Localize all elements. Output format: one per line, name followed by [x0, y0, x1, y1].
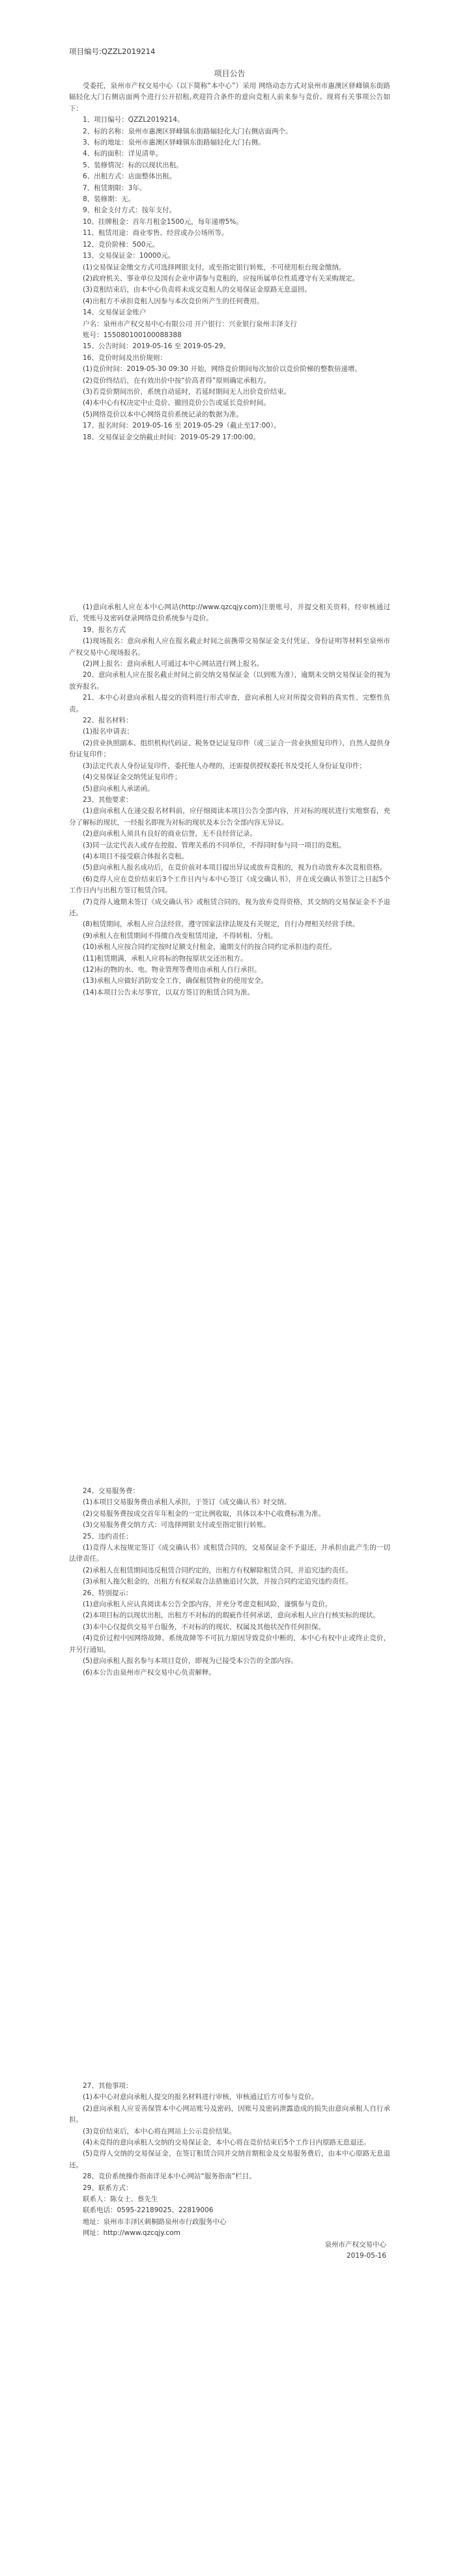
announcement-section-4	[69, 2081, 390, 2262]
paragraph: 10、挂牌租金：首年月租金1500元，每年递增5%。	[83, 217, 243, 226]
paragraph: (4)交易保证金交纳凭证复印件；	[83, 773, 182, 782]
paragraph: (3)竞租结束后，由本中心负责将未成交竞租人的交易保证金原路无息退回。	[83, 286, 311, 294]
paragraph: (3)承租人拖欠租金的，出租方有权采取合法措施追讨欠款，并按合同约定追究违约责任。	[83, 1578, 352, 1586]
paragraph: 6、出租方式：店面整体出租。	[83, 172, 177, 181]
paragraph: 20、意向承租人应在报名截止时间之前交纳交易保证金（以到账为准），逾期未交纳交易保证金的视为放弃报名。	[69, 671, 390, 691]
paragraph: 账号：155080100100088388	[83, 331, 182, 339]
paragraph: 户名：泉州市产权交易中心有限公司 开户银行：兴业银行泉州丰泽支行	[83, 320, 297, 328]
paragraph: 2、标的名称：泉州市惠澳区驿峰镇东街路辐轻化大门右侧店面两个。	[83, 127, 292, 135]
paragraph: 17、报名时间：2019-05-16 至 2019-05-29（截止至17:00）。	[83, 422, 281, 430]
paragraph: (3)同一法定代表人或存在控股、管理关系的不同单位，不得同时参与同一项目的竞租。	[83, 841, 346, 849]
paragraph: (2)营业执照副本、组织机构代码证、税务登记证复印件（或三证合一营业执照复印件），自然人提供身份证复印件；	[69, 739, 390, 759]
paragraph: (1)意向承租人在递交报名材料前，应仔细阅读本项目公告全部内容，并对标的现状进行实地察看，充分了解标的现状，一经报名即视为对标的现状及本公告全部内容无异议。	[69, 807, 390, 827]
paragraph: 联系人：陈女士、蔡先生	[83, 2195, 158, 2204]
paragraph: 受委托，泉州市产权交易中心（以下简称“本中心”）采用 网络动态方式对泉州市惠澳区驿峰镇东街路辐轻化大门右侧店面两个进行公开招租,欢迎符合条件的意向竞租人前来参与竞价。现将有关事项公告如下：	[69, 82, 390, 113]
paragraph: (6)本公告由泉州市产权交易中心负责解释。	[83, 1668, 216, 1677]
paragraph: 11、租赁用途：商业零售、经营或办公场所等。	[83, 229, 229, 238]
paragraph: (6)竞得人应在竞价结束后3个工作日内与本中心签订《成交确认书》，并在成交确认书签订之日起5个工作日内与出租方签订租赁合同。	[69, 875, 390, 895]
section-1-body	[69, 81, 390, 443]
paragraph: 1、项目编号：QZZL2019214。	[83, 116, 184, 124]
paragraph: (2)本项目标的以现状出租，出租方不对标的的瑕疵作任何承诺，意向承租人应自行核实标的现状。	[83, 1611, 380, 1620]
paragraph: 13、交易保证金：10000元。	[83, 252, 175, 260]
paragraph: 18、交易保证金交纳截止时间：2019-05-29 17:00:00。	[83, 433, 260, 441]
section-3-body	[69, 1486, 390, 1679]
paragraph: (9)承租人在租赁期间不得擅自改变租赁用途，不得转租、分租。	[83, 931, 278, 940]
paragraph: (5)意向承租人报名参与本项目竞价，即视为已接受本公告的全部内容。	[83, 1657, 298, 1665]
paragraph: (2)意向承租人应妥善保管本中心网站账号及密码，因账号及密码泄露造成的损失由意向承租人自行承担。	[69, 2104, 390, 2124]
paragraph: (3)交易服务费交纳方式：可选择网银支付或至指定银行转账。	[83, 1521, 270, 1529]
paragraph: 26、特别提示：	[83, 1589, 133, 1597]
paragraph: (1)现场报名：意向承租人应在报名截止时间之前携带交易保证金支付凭证、身份证明等材料至泉州市产权交易中心现场报名。	[69, 637, 390, 657]
paragraph: 14、交易保证金账户	[83, 308, 147, 317]
paragraph: 15、公告时间：2019-05-16 至 2019-05-29。	[83, 342, 231, 351]
paragraph: (2)网上报名：意向承租人可通过本中心网站进行网上报名。	[83, 660, 264, 668]
paragraph: (2)承租人在租赁期间违反租赁合同约定的，出租方有权解除租赁合同，并追究违约责任。	[83, 1566, 352, 1574]
paragraph: (4)本中心有权决定中止竞价、撤回竞价公告或延长竞价时间。	[83, 399, 270, 407]
paragraph: (1)竞价时间：2019-05-30 09:30 开始，网络竞价期间每次加价以竞价阶梯的整数倍递增。	[83, 365, 362, 374]
paragraph: 23、其他要求：	[83, 795, 133, 804]
paragraph: (1)意向承租人应在本中心网站(http://www.qzcqjy.com)注册账号，并提交相关资料，经审核通过后，凭账号及密码登录网络竞价系统参与竞价。	[69, 603, 390, 623]
paragraph: (5)竞得人交纳的交易保证金，在签订租赁合同并交纳首期租金及交易服务费后，由本中心原路无息退还。	[69, 2150, 390, 2169]
paragraph: 5、装修情况：标的以现状出租。	[83, 161, 183, 169]
paragraph: 28、竞价系统操作指南详见本中心网站“服务指南”栏目。	[83, 2172, 256, 2181]
section-4-body	[69, 2081, 390, 2240]
signature-date: 2019-05-16	[346, 2252, 386, 2260]
paragraph: (10)承租人应按合同约定按时足额支付租金，逾期支付的按合同约定承担违约责任。	[83, 943, 337, 952]
paragraph: (7)竞得人逾期未签订《成交确认书》或租赁合同的，视为放弃竞得资格，其交纳的交易保证金不予退还。	[69, 897, 390, 917]
paragraph: (13)承租人应做好消防安全工作，确保租赁物业的使用安全。	[83, 977, 268, 985]
announcement-section-3	[69, 1486, 390, 1679]
paragraph: (8)租赁期间，承租人应合法经营，遵守国家法律法规及有关规定，自行办理相关经营手续。	[83, 920, 360, 929]
paragraph: (4)本项目不接受联合体报名竞租。	[83, 852, 188, 860]
paragraph: (3)若竞价期间出价，系统自动延时，若延时期间无人出价竞价结束。	[83, 387, 291, 396]
paragraph: 24、交易服务费：	[83, 1487, 139, 1495]
paragraph: (1)竞得人未按规定签订《成交确认书》或租赁合同的，交易保证金不予退还，并承担由此产生的一切法律责任。	[69, 1544, 390, 1563]
paragraph: 4、标的面积：详见清单。	[83, 150, 163, 158]
paragraph: (3)竞价结束后，本中心将在网站上公示竞价结果。	[83, 2127, 236, 2135]
paragraph: 网址：http://www.qzcqjy.com	[83, 2229, 180, 2238]
paragraph: 22、报名材料：	[83, 717, 133, 725]
paragraph: (3)法定代表人身份证复印件，委托他人办理的，还需提供授权委托书及受托人身份证复印件；	[83, 761, 366, 770]
paragraph: 27、其他事项：	[83, 2082, 133, 2090]
paragraph: (2)政府机关、事业单位及国有企业申请参与竞租的，应按所属单位性质遵守有关采购规定。	[83, 274, 360, 282]
project-code: 项目编号:QZZL2019214	[69, 47, 156, 56]
announcement-section-2	[69, 602, 390, 998]
paragraph: (4)竞价过程中因网络故障、系统故障等不可抗力原因导致竞价中断的，本中心有权中止或终止竞价，并另行通知。	[69, 1634, 390, 1654]
paragraph: 联系电话：0595-22189025、22819006	[83, 2206, 214, 2215]
section-2-body	[69, 602, 390, 998]
paragraph: (5)网络竞价以本中心网络竞价系统记录的数据为准。	[83, 410, 243, 418]
announcement-title: 项目公告	[214, 69, 246, 78]
paragraph: (1)本中心对意向承租人提交的报名材料进行审核，审核通过后方可参与竞价。	[83, 2093, 319, 2102]
paragraph: (14)本项目公告未尽事宜，以双方签订的租赁合同为准。	[83, 988, 255, 996]
paragraph: (12)标的物的水、电、物业管理等费用由承租人自行承担。	[83, 966, 261, 974]
paragraph: 25、违约责任：	[83, 1532, 133, 1541]
paragraph: (2)交易服务费按成交首年年租金的一定比例收取，具体以本中心收费标准为准。	[83, 1509, 325, 1518]
paragraph: 21、本中心对意向承租人提交的资料进行形式审查，意向承租人应对所提交资料的真实性、完整性负责。	[69, 694, 390, 713]
paragraph: 9、租金支付方式：按年支付。	[83, 206, 177, 215]
paragraph: 12、竞价阶梯：500元。	[83, 240, 160, 249]
paragraph: (1)报名申请表；	[83, 728, 134, 736]
paragraph: (1)意向承租人应认真阅读本公告全部内容，并充分考虑竞租风险，谨慎参与竞价。	[83, 1600, 332, 1609]
paragraph: (1)本项目交易服务费由承租人承担，于签订《成交确认书》时交纳。	[83, 1498, 291, 1507]
paragraph: 29、联系方式：	[83, 2184, 133, 2192]
paragraph: 地址：泉州市丰泽区刺桐路泉州市行政服务中心	[83, 2217, 227, 2226]
paragraph: (5)意向承租人承诺函。	[83, 784, 154, 793]
announcement-section-1	[69, 68, 390, 443]
paragraph: (11)租赁期满，承租人应将标的物按原状交还出租方。	[83, 954, 248, 963]
signature-org: 泉州市产权交易中心	[324, 2240, 386, 2249]
paragraph: (4)出租方不承担竞租人因参与本次竞价所产生的任何费用。	[83, 297, 264, 305]
paragraph: (2)竞价终结后，在有效出价中按“价高者得”原则确定承租方。	[83, 376, 271, 385]
paragraph: 7、租赁期限：3年。	[83, 184, 147, 192]
paragraph: 8、装修期：无。	[83, 195, 135, 204]
paragraph: (3)本中心仅提供交易平台服务，不对标的的现状、权属及其他状况作任何担保。	[83, 1623, 325, 1631]
paragraph: (2)意向承租人须具有良好的商业信誉，无不良经营记录。	[83, 830, 257, 838]
paragraph: (1)交易保证金缴交方式可选择网银支付，或至指定银行转账，不可使用柜台现金缴纳。	[83, 263, 346, 271]
paragraph: (5)意向承租人报名成功后，在竞价前对本项目提出异议或放弃竞租的，视为自动放弃本次竞租资格。	[83, 864, 387, 872]
paragraph: 19、报名方式	[83, 625, 126, 634]
paragraph: 3、标的地址：泉州市惠澳区驿峰镇东街路辐轻化大门右侧。	[83, 139, 265, 147]
paragraph: 16、竞价时间及出价规则：	[83, 353, 167, 362]
paragraph: (4)未竞得的意向承租人交纳的交易保证金，本中心将在竞价结束后5个工作日内原路无息退还。	[83, 2139, 371, 2147]
